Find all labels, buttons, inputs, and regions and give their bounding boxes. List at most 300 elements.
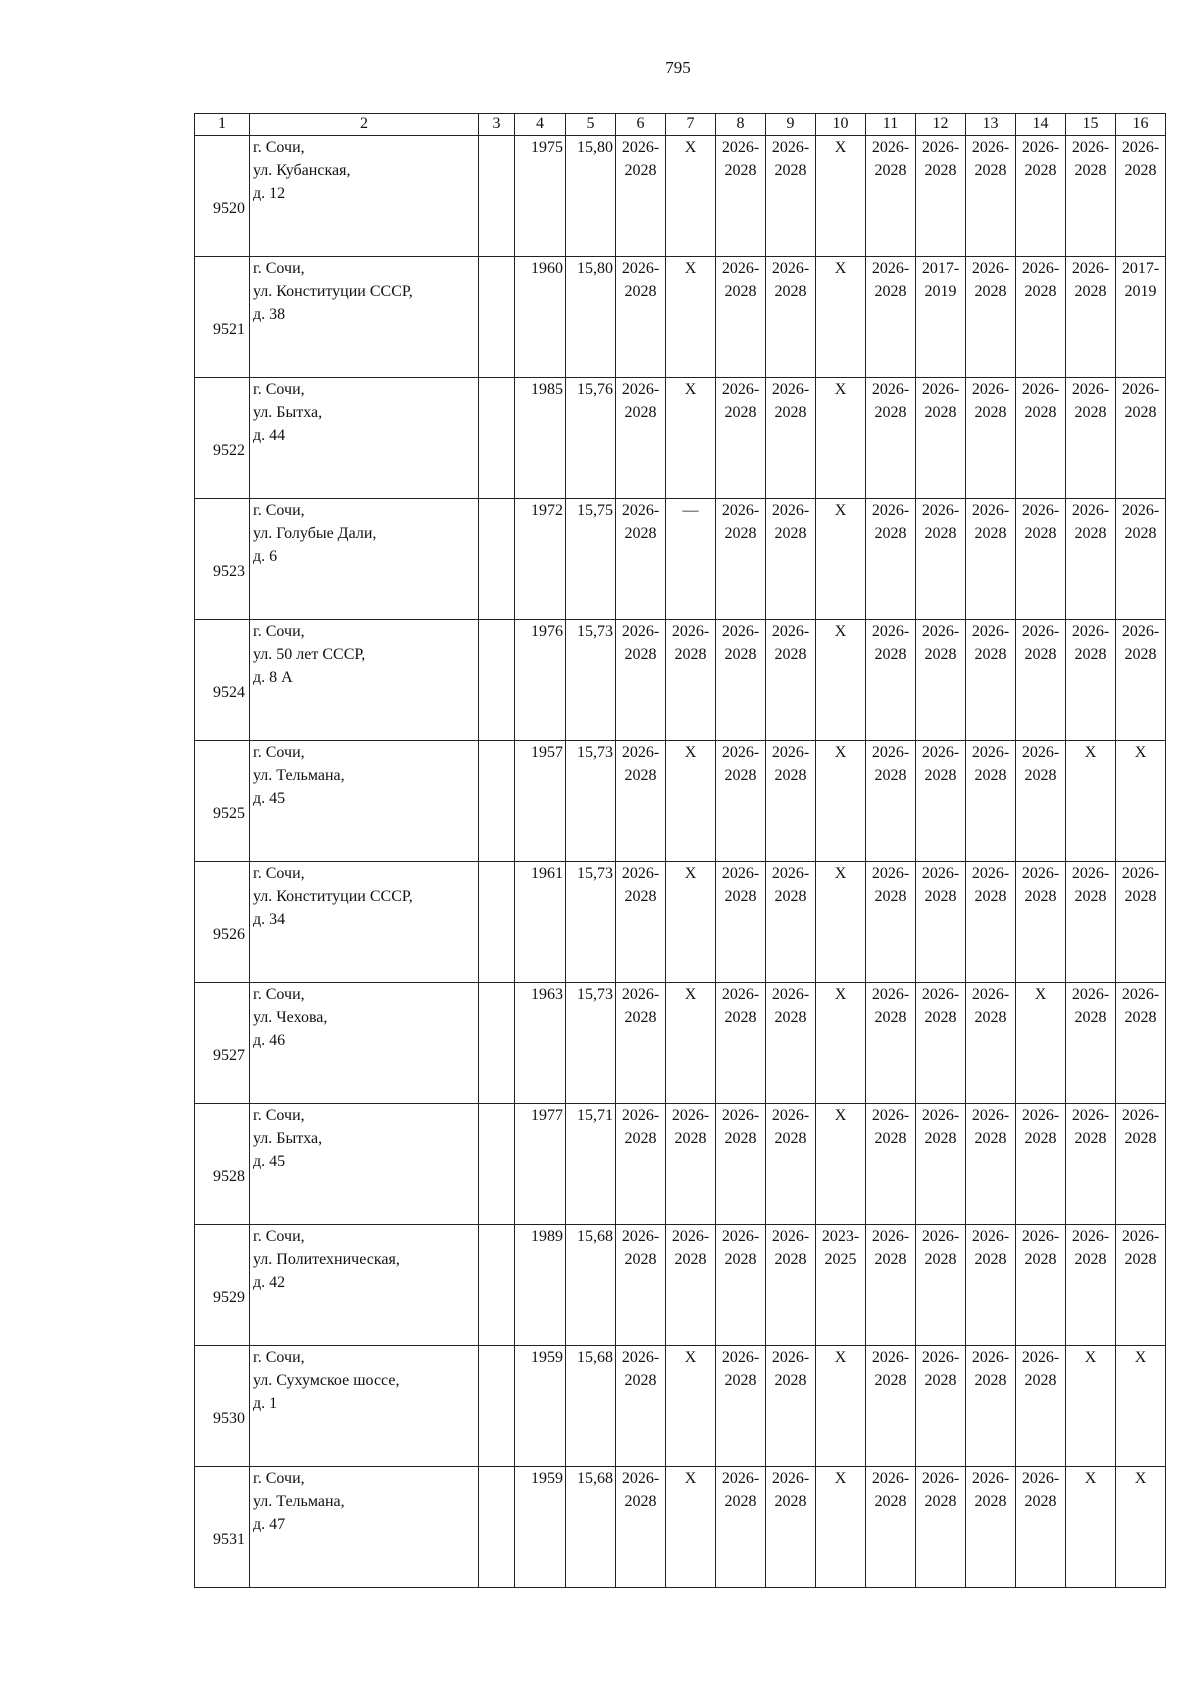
period-text: 2028 (874, 1493, 907, 1510)
table-row (195, 862, 1166, 983)
period-cell (1066, 1467, 1116, 1588)
period-cell (866, 862, 916, 983)
period-cell (966, 862, 1016, 983)
period-cell (916, 1346, 966, 1467)
column-header: 16 (1116, 114, 1166, 136)
column-header: 11 (866, 114, 916, 136)
period-text: 2028 (1124, 888, 1157, 905)
period-cell (1016, 741, 1066, 862)
period-text: 2028 (1024, 283, 1057, 300)
column-header: 12 (916, 114, 966, 136)
numeric-value: 15,73 (577, 986, 613, 1003)
period-text: X (834, 744, 847, 761)
column-header: 14 (1016, 114, 1066, 136)
period-text: 2026- (721, 986, 760, 1003)
period-cell (1116, 862, 1166, 983)
address-city: г. Сочи, (253, 1349, 305, 1366)
period-cell (866, 1467, 916, 1588)
period-cell (816, 862, 866, 983)
period-cell (1116, 741, 1166, 862)
period-text: 2026- (721, 260, 760, 277)
period-text: 2026- (621, 1228, 660, 1245)
period-cell (816, 1346, 866, 1467)
period-text: 2028 (774, 1493, 807, 1510)
period-text: 2026- (971, 1349, 1010, 1366)
period-text: 2028 (924, 888, 957, 905)
period-cell (766, 1104, 816, 1225)
period-cell (916, 862, 966, 983)
period-text: 2026- (1021, 1107, 1060, 1124)
column-header: 2 (250, 114, 479, 136)
period-text: 2028 (774, 646, 807, 663)
period-text: 2028 (974, 283, 1007, 300)
period-text: X (834, 260, 847, 277)
period-text: 2026- (621, 139, 660, 156)
period-cell (1116, 378, 1166, 499)
period-text: X (684, 1349, 697, 1366)
period-text: X (1034, 986, 1047, 1003)
record-number: 9527 (213, 1046, 245, 1064)
period-text: 2028 (1024, 1493, 1057, 1510)
period-text: X (834, 139, 847, 156)
address-street: ул. Сухумское шоссе, (253, 1372, 400, 1389)
numeric-value: 15,75 (577, 502, 613, 519)
period-cell (1016, 1225, 1066, 1346)
record-number-cell (195, 499, 250, 620)
period-cell (1066, 257, 1116, 378)
period-text: 2028 (624, 283, 657, 300)
address-cell (250, 620, 479, 741)
period-text: 2026- (771, 1470, 810, 1487)
period-cell (966, 1346, 1016, 1467)
period-text: 2026- (871, 623, 910, 640)
period-cell (1066, 862, 1116, 983)
period-text: X (834, 986, 847, 1003)
column-3-cell (479, 378, 515, 499)
address-city: г. Сочи, (253, 865, 305, 882)
period-cell (766, 1346, 816, 1467)
period-cell (666, 1467, 716, 1588)
period-cell (916, 499, 966, 620)
address-street: ул. Чехова, (253, 1009, 328, 1026)
period-text: 2028 (974, 1493, 1007, 1510)
period-cell (666, 499, 716, 620)
table-row (195, 1104, 1166, 1225)
period-text: 2026- (921, 1349, 960, 1366)
period-text: 2026- (621, 623, 660, 640)
period-text: 2028 (724, 1493, 757, 1510)
period-text: X (834, 502, 847, 519)
period-cell (766, 620, 816, 741)
period-text: 2026- (621, 1349, 660, 1366)
period-cell (666, 862, 716, 983)
period-cell (716, 620, 766, 741)
period-cell (1066, 983, 1116, 1104)
numeric-value: 15,73 (577, 865, 613, 882)
address-house: д. 1 (253, 1395, 278, 1412)
column-header: 5 (566, 114, 616, 136)
table-row (195, 1225, 1166, 1346)
address-cell (250, 257, 479, 378)
period-cell (966, 257, 1016, 378)
period-text: 2026- (871, 986, 910, 1003)
period-text: X (834, 1349, 847, 1366)
period-text: 2028 (624, 525, 657, 542)
record-number: 9530 (213, 1409, 245, 1427)
period-text: 2028 (774, 1372, 807, 1389)
period-text: 2026- (1071, 1107, 1110, 1124)
value-cell (566, 983, 616, 1104)
period-text: 2028 (674, 1251, 707, 1268)
column-header: 8 (716, 114, 766, 136)
period-cell (916, 620, 966, 741)
period-text: 2026- (1121, 623, 1160, 640)
period-text: X (834, 865, 847, 882)
column-3-cell (479, 1104, 515, 1225)
column-header: 6 (616, 114, 666, 136)
period-text: 2028 (1124, 404, 1157, 421)
construction-year: 1959 (531, 1349, 563, 1366)
period-text: 2028 (724, 888, 757, 905)
column-3-cell (479, 1346, 515, 1467)
value-cell (566, 136, 616, 257)
period-text: 2028 (724, 1251, 757, 1268)
record-number: 9524 (213, 683, 245, 701)
period-cell (666, 136, 716, 257)
period-cell (616, 862, 666, 983)
column-header: 4 (515, 114, 566, 136)
period-text: X (684, 260, 697, 277)
construction-year: 1960 (531, 260, 563, 277)
period-text: 2028 (924, 1493, 957, 1510)
construction-year: 1963 (531, 986, 563, 1003)
period-text: 2025 (824, 1251, 857, 1268)
period-text: X (684, 744, 697, 761)
record-number: 9522 (213, 441, 245, 459)
address-cell (250, 741, 479, 862)
period-text: 2026- (921, 865, 960, 882)
period-text: 2028 (624, 1251, 657, 1268)
period-cell (1016, 983, 1066, 1104)
value-cell (566, 741, 616, 862)
period-text: 2028 (1124, 1009, 1157, 1026)
period-text: 2028 (874, 525, 907, 542)
period-cell (1066, 1225, 1116, 1346)
period-cell (966, 620, 1016, 741)
address-street: ул. Тельмана, (253, 767, 345, 784)
period-text: X (834, 1470, 847, 1487)
period-text: 2028 (924, 1372, 957, 1389)
year-cell (515, 741, 566, 862)
period-text: 2026- (671, 1107, 710, 1124)
period-cell (1016, 620, 1066, 741)
period-cell (1016, 862, 1066, 983)
period-text: 2028 (1024, 162, 1057, 179)
period-text: 2028 (624, 1130, 657, 1147)
period-cell (866, 136, 916, 257)
period-cell (666, 257, 716, 378)
period-text: — (682, 502, 699, 519)
period-text: 2028 (874, 1372, 907, 1389)
period-cell (666, 983, 716, 1104)
address-city: г. Сочи, (253, 502, 305, 519)
period-text: 2026- (1071, 260, 1110, 277)
period-cell (716, 741, 766, 862)
period-cell (766, 378, 816, 499)
period-text: 2026- (771, 139, 810, 156)
column-3-cell (479, 257, 515, 378)
numeric-value: 15,73 (577, 744, 613, 761)
period-text: X (684, 381, 697, 398)
period-cell (966, 136, 1016, 257)
period-text: 2026- (1021, 744, 1060, 761)
column-3-cell (479, 499, 515, 620)
period-text: X (834, 623, 847, 640)
period-cell (716, 257, 766, 378)
period-text: 2026- (971, 139, 1010, 156)
period-text: 2026- (971, 986, 1010, 1003)
period-cell (716, 1346, 766, 1467)
period-text: 2026- (1021, 139, 1060, 156)
address-cell (250, 499, 479, 620)
period-text: 2026- (1121, 381, 1160, 398)
period-text: 2028 (624, 404, 657, 421)
period-text: 2028 (974, 1009, 1007, 1026)
construction-year: 1972 (531, 502, 563, 519)
record-number: 9523 (213, 562, 245, 580)
address-house: д. 42 (253, 1274, 286, 1291)
period-text: 2019 (924, 283, 957, 300)
column-header: 10 (816, 114, 866, 136)
period-cell (616, 1225, 666, 1346)
period-text: 2028 (624, 767, 657, 784)
period-cell (966, 983, 1016, 1104)
period-text: 2028 (774, 1251, 807, 1268)
period-cell (616, 1467, 666, 1588)
period-cell (916, 257, 966, 378)
period-cell (816, 378, 866, 499)
period-cell (916, 136, 966, 257)
period-text: 2026- (1021, 381, 1060, 398)
period-text: 2026- (771, 986, 810, 1003)
period-text: 2028 (624, 646, 657, 663)
period-text: 2028 (724, 1009, 757, 1026)
period-text: 2028 (874, 888, 907, 905)
numeric-value: 15,73 (577, 623, 613, 640)
year-cell (515, 862, 566, 983)
table-row (195, 257, 1166, 378)
value-cell (566, 862, 616, 983)
period-text: 2028 (974, 767, 1007, 784)
period-text: 2028 (1074, 1251, 1107, 1268)
address-house: д. 8 А (253, 669, 293, 686)
period-cell (666, 741, 716, 862)
year-cell (515, 1346, 566, 1467)
period-text: 2028 (924, 646, 957, 663)
period-text: 2026- (871, 502, 910, 519)
period-text: 2017- (1121, 260, 1160, 277)
period-text: 2028 (1124, 162, 1157, 179)
period-text: X (1084, 1349, 1097, 1366)
address-cell (250, 136, 479, 257)
period-text: 2026- (1071, 865, 1110, 882)
period-text: 2026- (871, 139, 910, 156)
period-text: 2026- (921, 623, 960, 640)
period-text: 2026- (1071, 986, 1110, 1003)
period-text: 2026- (921, 1228, 960, 1245)
period-text: 2028 (774, 525, 807, 542)
period-text: 2028 (1024, 1372, 1057, 1389)
period-text: 2028 (1074, 1130, 1107, 1147)
period-text: 2026- (971, 1107, 1010, 1124)
period-text: 2026- (721, 1470, 760, 1487)
address-street: ул. Бытха, (253, 404, 323, 421)
year-cell (515, 1225, 566, 1346)
period-text: 2028 (624, 1009, 657, 1026)
period-text: 2026- (971, 1228, 1010, 1245)
period-cell (1116, 1104, 1166, 1225)
period-text: 2028 (674, 1130, 707, 1147)
value-cell (566, 1104, 616, 1225)
period-text: 2026- (1021, 1349, 1060, 1366)
record-number: 9526 (213, 925, 245, 943)
period-cell (816, 1104, 866, 1225)
record-number-cell (195, 620, 250, 741)
address-street: ул. Голубые Дали, (253, 525, 377, 542)
period-cell (1116, 1225, 1166, 1346)
period-text: 2028 (974, 888, 1007, 905)
period-text: 2026- (621, 865, 660, 882)
period-text: 2028 (974, 646, 1007, 663)
period-text: 2028 (924, 404, 957, 421)
period-text: 2028 (1024, 1251, 1057, 1268)
period-cell (666, 1346, 716, 1467)
period-text: 2026- (921, 986, 960, 1003)
period-text: X (1134, 744, 1147, 761)
period-text: 2028 (724, 1372, 757, 1389)
period-cell (766, 862, 816, 983)
period-cell (616, 1346, 666, 1467)
value-cell (566, 1225, 616, 1346)
period-text: 2026- (721, 865, 760, 882)
address-cell (250, 983, 479, 1104)
period-text: 2028 (624, 162, 657, 179)
period-text: X (834, 1107, 847, 1124)
value-cell (566, 620, 616, 741)
column-3-cell (479, 983, 515, 1104)
record-number-cell (195, 136, 250, 257)
period-text: 2028 (724, 404, 757, 421)
period-text: 2028 (874, 1251, 907, 1268)
period-cell (1016, 1346, 1066, 1467)
period-cell (816, 136, 866, 257)
period-text: 2026- (671, 1228, 710, 1245)
numeric-value: 15,68 (577, 1228, 613, 1245)
period-text: 2026- (1021, 865, 1060, 882)
address-city: г. Сочи, (253, 986, 305, 1003)
period-cell (666, 378, 716, 499)
address-cell (250, 378, 479, 499)
period-text: X (684, 139, 697, 156)
period-cell (1066, 1346, 1116, 1467)
period-text: 2028 (1124, 646, 1157, 663)
period-cell (816, 499, 866, 620)
period-text: 2028 (874, 283, 907, 300)
period-text: 2028 (1024, 646, 1057, 663)
period-text: 2026- (1071, 139, 1110, 156)
period-cell (666, 1104, 716, 1225)
period-text: 2026- (1121, 986, 1160, 1003)
period-text: 2028 (724, 767, 757, 784)
period-text: 2026- (921, 502, 960, 519)
address-city: г. Сочи, (253, 260, 305, 277)
period-text: 2028 (924, 525, 957, 542)
period-text: 2026- (621, 381, 660, 398)
period-text: 2026- (621, 986, 660, 1003)
period-text: 2026- (871, 1470, 910, 1487)
period-text: 2026- (1071, 502, 1110, 519)
numeric-value: 15,80 (577, 139, 613, 156)
period-text: 2026- (771, 1228, 810, 1245)
period-text: 2028 (974, 162, 1007, 179)
address-street: ул. Бытха, (253, 1130, 323, 1147)
period-cell (966, 1104, 1016, 1225)
period-text: 2026- (921, 1107, 960, 1124)
period-cell (866, 1225, 916, 1346)
period-text: 2026- (1021, 260, 1060, 277)
year-cell (515, 620, 566, 741)
period-text: X (684, 1470, 697, 1487)
period-text: 2028 (724, 1130, 757, 1147)
period-text: 2026- (971, 1470, 1010, 1487)
table-header-row (195, 114, 1166, 136)
address-city: г. Сочи, (253, 1228, 305, 1245)
address-house: д. 46 (253, 1032, 286, 1049)
period-text: 2026- (621, 260, 660, 277)
year-cell (515, 136, 566, 257)
construction-year: 1976 (531, 623, 563, 640)
address-street: ул. Политехническая, (253, 1251, 400, 1268)
period-text: 2026- (1071, 381, 1110, 398)
period-cell (1116, 1346, 1166, 1467)
period-text: 2026- (1121, 1228, 1160, 1245)
period-text: 2026- (1121, 1107, 1160, 1124)
table-body (195, 136, 1166, 1588)
address-house: д. 6 (253, 548, 278, 565)
numeric-value: 15,80 (577, 260, 613, 277)
construction-year: 1957 (531, 744, 563, 761)
address-city: г. Сочи, (253, 744, 305, 761)
address-city: г. Сочи, (253, 623, 305, 640)
construction-year: 1975 (531, 139, 563, 156)
period-text: 2028 (624, 1372, 657, 1389)
address-cell (250, 1346, 479, 1467)
record-number-cell (195, 983, 250, 1104)
period-text: 2028 (1074, 162, 1107, 179)
period-cell (716, 862, 766, 983)
period-cell (866, 1346, 916, 1467)
period-text: 2026- (721, 1228, 760, 1245)
column-header: 13 (966, 114, 1016, 136)
year-cell (515, 378, 566, 499)
period-cell (666, 620, 716, 741)
period-text: 2026- (1021, 1470, 1060, 1487)
period-text: 2028 (1074, 283, 1107, 300)
period-cell (816, 1467, 866, 1588)
period-cell (766, 136, 816, 257)
period-text: 2028 (874, 1130, 907, 1147)
period-cell (1116, 136, 1166, 257)
